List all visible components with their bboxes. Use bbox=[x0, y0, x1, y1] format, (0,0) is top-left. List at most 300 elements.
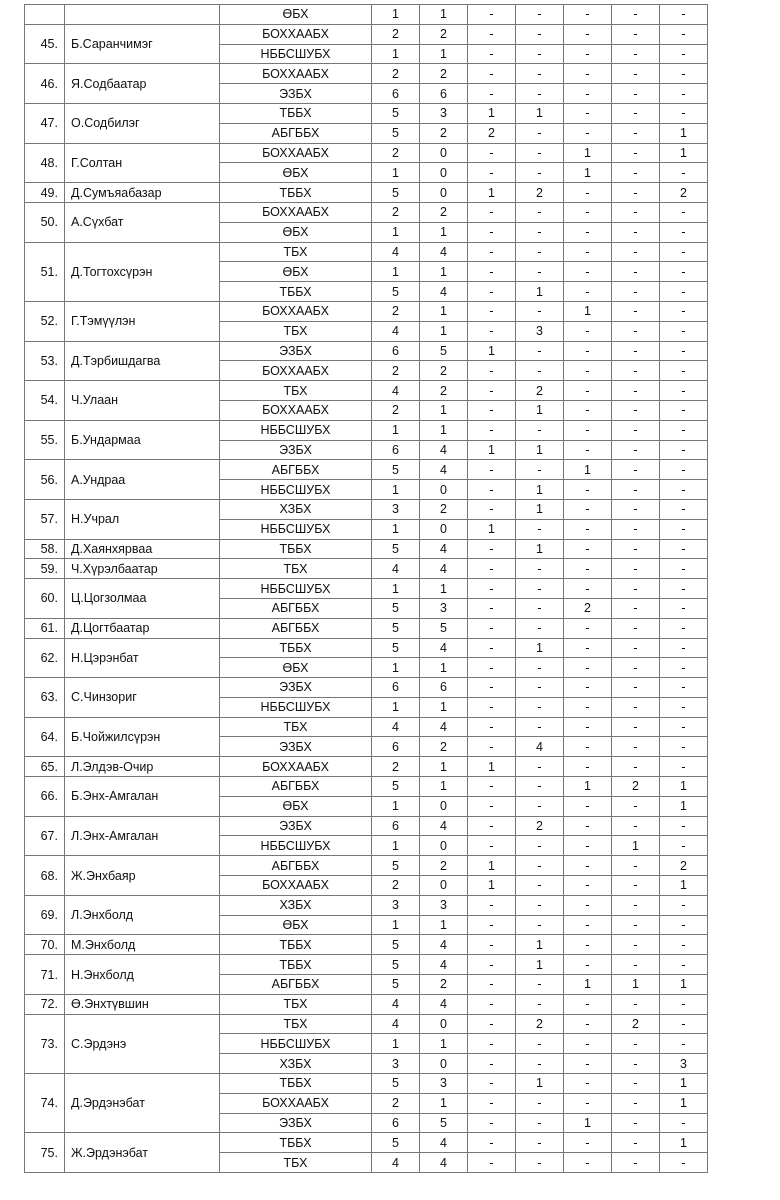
person-name: Н.Учрал bbox=[65, 499, 220, 539]
table-row bbox=[25, 935, 708, 955]
value-cell-v6: - bbox=[612, 222, 660, 242]
value-cell-v3: - bbox=[468, 1054, 516, 1074]
value-cell-v2: 3 bbox=[420, 598, 468, 618]
value-cell-v2: 4 bbox=[420, 282, 468, 302]
value-cell-v7: - bbox=[660, 1113, 708, 1133]
value-cell-v7: - bbox=[660, 480, 708, 500]
subject-code: ӨБХ bbox=[220, 262, 372, 282]
value-cell-v4: 1 bbox=[516, 103, 564, 123]
value-cell-v3: - bbox=[468, 499, 516, 519]
table-row bbox=[25, 202, 708, 222]
value-cell-v4: - bbox=[516, 361, 564, 381]
value-cell-v3: - bbox=[468, 222, 516, 242]
value-cell-v4: - bbox=[516, 84, 564, 104]
value-cell-v6: - bbox=[612, 1153, 660, 1173]
row-number: 62. bbox=[25, 638, 65, 678]
value-cell-v6: - bbox=[612, 816, 660, 836]
value-cell-v5: - bbox=[564, 24, 612, 44]
subject-code: ТБХ bbox=[220, 717, 372, 737]
value-cell-v5: - bbox=[564, 499, 612, 519]
value-cell-v4: - bbox=[516, 1034, 564, 1054]
value-cell-v6: - bbox=[612, 143, 660, 163]
value-cell-v7: - bbox=[660, 222, 708, 242]
person-name: О.Содбилэг bbox=[65, 103, 220, 143]
table-row bbox=[25, 678, 708, 698]
row-number: 59. bbox=[25, 559, 65, 579]
value-cell-v5: 1 bbox=[564, 460, 612, 480]
value-cell-v1: 1 bbox=[372, 836, 420, 856]
value-cell-v5: - bbox=[564, 1054, 612, 1074]
person-name: Д.Сумъяабазар bbox=[65, 183, 220, 203]
value-cell-v2: 4 bbox=[420, 559, 468, 579]
value-cell-v2: 4 bbox=[420, 638, 468, 658]
table-row bbox=[25, 777, 708, 797]
value-cell-v2: 1 bbox=[420, 1034, 468, 1054]
person-name: Ц.Цогзолмаа bbox=[65, 579, 220, 619]
person-name: Л.Энхболд bbox=[65, 895, 220, 935]
value-cell-v4: - bbox=[516, 1153, 564, 1173]
value-cell-v2: 1 bbox=[420, 777, 468, 797]
value-cell-v2: 1 bbox=[420, 44, 468, 64]
subject-code: ТБХ bbox=[220, 242, 372, 262]
value-cell-v6: - bbox=[612, 519, 660, 539]
value-cell-v6: - bbox=[612, 282, 660, 302]
value-cell-v5: - bbox=[564, 915, 612, 935]
subject-code: ТБХ bbox=[220, 321, 372, 341]
table-body bbox=[25, 5, 708, 1173]
value-cell-v5: - bbox=[564, 638, 612, 658]
table-row bbox=[25, 994, 708, 1014]
value-cell-v2: 0 bbox=[420, 163, 468, 183]
subject-code: АБГББХ bbox=[220, 123, 372, 143]
value-cell-v7: 1 bbox=[660, 123, 708, 143]
value-cell-v1: 6 bbox=[372, 737, 420, 757]
row-number: 49. bbox=[25, 183, 65, 203]
value-cell-v1: 1 bbox=[372, 480, 420, 500]
value-cell-v2: 4 bbox=[420, 1153, 468, 1173]
value-cell-v7: 1 bbox=[660, 1133, 708, 1153]
value-cell-v4: - bbox=[516, 1093, 564, 1113]
value-cell-v6: - bbox=[612, 658, 660, 678]
value-cell-v5: - bbox=[564, 1093, 612, 1113]
subject-code: НББСШУБХ bbox=[220, 836, 372, 856]
value-cell-v5: - bbox=[564, 539, 612, 559]
value-cell-v3: - bbox=[468, 460, 516, 480]
subject-code: БОХХААБХ bbox=[220, 24, 372, 44]
value-cell-v6: - bbox=[612, 103, 660, 123]
subject-code: ХЗБХ bbox=[220, 499, 372, 519]
value-cell-v7: - bbox=[660, 598, 708, 618]
value-cell-v2: 1 bbox=[420, 579, 468, 599]
value-cell-v1: 1 bbox=[372, 420, 420, 440]
value-cell-v1: 5 bbox=[372, 856, 420, 876]
value-cell-v6: - bbox=[612, 64, 660, 84]
value-cell-v1: 5 bbox=[372, 955, 420, 975]
value-cell-v7: - bbox=[660, 1014, 708, 1034]
value-cell-v5: - bbox=[564, 796, 612, 816]
value-cell-v3: - bbox=[468, 361, 516, 381]
value-cell-v5: - bbox=[564, 321, 612, 341]
value-cell-v5: - bbox=[564, 64, 612, 84]
value-cell-v1: 1 bbox=[372, 915, 420, 935]
value-cell-v4: - bbox=[516, 579, 564, 599]
value-cell-v2: 4 bbox=[420, 242, 468, 262]
subject-code: ТБХ bbox=[220, 1153, 372, 1173]
value-cell-v7: - bbox=[660, 658, 708, 678]
value-cell-v4: - bbox=[516, 163, 564, 183]
value-cell-v2: 5 bbox=[420, 341, 468, 361]
value-cell-v1: 2 bbox=[372, 24, 420, 44]
value-cell-v3: - bbox=[468, 678, 516, 698]
value-cell-v7: - bbox=[660, 301, 708, 321]
value-cell-v3: - bbox=[468, 975, 516, 995]
value-cell-v3: - bbox=[468, 598, 516, 618]
value-cell-v7: 1 bbox=[660, 876, 708, 896]
value-cell-v6: - bbox=[612, 895, 660, 915]
subject-code: АБГББХ bbox=[220, 460, 372, 480]
value-cell-v1: 2 bbox=[372, 1093, 420, 1113]
value-cell-v4: - bbox=[516, 895, 564, 915]
value-cell-v5: 1 bbox=[564, 975, 612, 995]
row-number: 53. bbox=[25, 341, 65, 381]
person-name: Г.Солтан bbox=[65, 143, 220, 183]
value-cell-v7: - bbox=[660, 321, 708, 341]
value-cell-v1: 5 bbox=[372, 539, 420, 559]
subject-code: ЭЗБХ bbox=[220, 1113, 372, 1133]
value-cell-v7: 1 bbox=[660, 1074, 708, 1094]
row-number: 51. bbox=[25, 242, 65, 301]
value-cell-v5: - bbox=[564, 103, 612, 123]
value-cell-v7: - bbox=[660, 1153, 708, 1173]
value-cell-v4: - bbox=[516, 242, 564, 262]
value-cell-v5: - bbox=[564, 618, 612, 638]
value-cell-v3: - bbox=[468, 836, 516, 856]
value-cell-v4: - bbox=[516, 1113, 564, 1133]
value-cell-v6: - bbox=[612, 1074, 660, 1094]
value-cell-v6: - bbox=[612, 5, 660, 25]
person-name: Н.Энхболд bbox=[65, 955, 220, 995]
row-number: 56. bbox=[25, 460, 65, 500]
person-name: Д.Тогтохсүрэн bbox=[65, 242, 220, 301]
value-cell-v5: - bbox=[564, 856, 612, 876]
value-cell-v4: - bbox=[516, 202, 564, 222]
value-cell-v5: - bbox=[564, 559, 612, 579]
value-cell-v1: 5 bbox=[372, 975, 420, 995]
value-cell-v6: - bbox=[612, 915, 660, 935]
value-cell-v1: 1 bbox=[372, 519, 420, 539]
value-cell-v2: 4 bbox=[420, 717, 468, 737]
value-cell-v5: - bbox=[564, 1074, 612, 1094]
subject-code: ТББХ bbox=[220, 282, 372, 302]
value-cell-v4: - bbox=[516, 658, 564, 678]
value-cell-v4: - bbox=[516, 717, 564, 737]
table-row bbox=[25, 895, 708, 915]
value-cell-v6: - bbox=[612, 757, 660, 777]
row-number: 47. bbox=[25, 103, 65, 143]
value-cell-v5: - bbox=[564, 202, 612, 222]
value-cell-v6: - bbox=[612, 678, 660, 698]
value-cell-v6: - bbox=[612, 440, 660, 460]
value-cell-v4: - bbox=[516, 598, 564, 618]
value-cell-v7: - bbox=[660, 400, 708, 420]
table-row bbox=[25, 1074, 708, 1094]
value-cell-v3: - bbox=[468, 915, 516, 935]
value-cell-v2: 5 bbox=[420, 1113, 468, 1133]
value-cell-v3: - bbox=[468, 658, 516, 678]
value-cell-v1: 4 bbox=[372, 1014, 420, 1034]
value-cell-v4: 2 bbox=[516, 183, 564, 203]
value-cell-v6: - bbox=[612, 935, 660, 955]
value-cell-v3: - bbox=[468, 5, 516, 25]
value-cell-v4: - bbox=[516, 519, 564, 539]
value-cell-v3: - bbox=[468, 202, 516, 222]
value-cell-v6: - bbox=[612, 84, 660, 104]
value-cell-v4: - bbox=[516, 856, 564, 876]
value-cell-v3: - bbox=[468, 935, 516, 955]
person-name: Л.Энх-Амгалан bbox=[65, 816, 220, 856]
value-cell-v4: 2 bbox=[516, 1014, 564, 1034]
value-cell-v1: 6 bbox=[372, 1113, 420, 1133]
value-cell-v1: 4 bbox=[372, 1153, 420, 1173]
value-cell-v2: 1 bbox=[420, 301, 468, 321]
value-cell-v4: - bbox=[516, 64, 564, 84]
value-cell-v2: 1 bbox=[420, 658, 468, 678]
table-row bbox=[25, 717, 708, 737]
value-cell-v5: - bbox=[564, 242, 612, 262]
value-cell-v7: 2 bbox=[660, 856, 708, 876]
value-cell-v3: 1 bbox=[468, 519, 516, 539]
subject-code: ТББХ bbox=[220, 935, 372, 955]
value-cell-v7: - bbox=[660, 915, 708, 935]
value-cell-v4: - bbox=[516, 24, 564, 44]
value-cell-v5: - bbox=[564, 361, 612, 381]
value-cell-v4: 4 bbox=[516, 737, 564, 757]
value-cell-v6: 1 bbox=[612, 836, 660, 856]
value-cell-v6: - bbox=[612, 321, 660, 341]
value-cell-v1: 5 bbox=[372, 282, 420, 302]
value-cell-v2: 1 bbox=[420, 915, 468, 935]
subject-code: БОХХААБХ bbox=[220, 301, 372, 321]
value-cell-v4: 1 bbox=[516, 440, 564, 460]
value-cell-v3: - bbox=[468, 262, 516, 282]
row-number: 74. bbox=[25, 1074, 65, 1133]
value-cell-v3: - bbox=[468, 539, 516, 559]
value-cell-v5: - bbox=[564, 222, 612, 242]
value-cell-v3: - bbox=[468, 717, 516, 737]
subject-code: ЭЗБХ bbox=[220, 678, 372, 698]
value-cell-v1: 3 bbox=[372, 895, 420, 915]
person-name: Д.Хаянхярваа bbox=[65, 539, 220, 559]
value-cell-v5: - bbox=[564, 5, 612, 25]
value-cell-v6: - bbox=[612, 1133, 660, 1153]
row-number: 69. bbox=[25, 895, 65, 935]
value-cell-v1: 4 bbox=[372, 242, 420, 262]
person-name: С.Чинзориг bbox=[65, 678, 220, 718]
value-cell-v5: - bbox=[564, 480, 612, 500]
value-cell-v5: 1 bbox=[564, 163, 612, 183]
value-cell-v2: 0 bbox=[420, 836, 468, 856]
value-cell-v5: - bbox=[564, 519, 612, 539]
value-cell-v6: - bbox=[612, 242, 660, 262]
value-cell-v6: 2 bbox=[612, 1014, 660, 1034]
value-cell-v2: 0 bbox=[420, 1014, 468, 1034]
value-cell-v5: - bbox=[564, 400, 612, 420]
table-row bbox=[25, 24, 708, 44]
value-cell-v4: 1 bbox=[516, 638, 564, 658]
subject-code: БОХХААБХ bbox=[220, 202, 372, 222]
value-cell-v5: - bbox=[564, 262, 612, 282]
value-cell-v6: - bbox=[612, 539, 660, 559]
value-cell-v2: 4 bbox=[420, 460, 468, 480]
value-cell-v3: 1 bbox=[468, 876, 516, 896]
value-cell-v1: 2 bbox=[372, 301, 420, 321]
subject-code: ТБХ bbox=[220, 1014, 372, 1034]
value-cell-v7: - bbox=[660, 262, 708, 282]
table-row bbox=[25, 460, 708, 480]
value-cell-v5: - bbox=[564, 1034, 612, 1054]
subject-code: АБГББХ bbox=[220, 975, 372, 995]
value-cell-v7: 2 bbox=[660, 183, 708, 203]
value-cell-v4: 2 bbox=[516, 381, 564, 401]
value-cell-v6: - bbox=[612, 876, 660, 896]
value-cell-v5: - bbox=[564, 84, 612, 104]
row-number: 54. bbox=[25, 381, 65, 421]
value-cell-v6: - bbox=[612, 381, 660, 401]
person-name: Б.Энх-Амгалан bbox=[65, 777, 220, 817]
value-cell-v3: - bbox=[468, 84, 516, 104]
value-cell-v3: 1 bbox=[468, 757, 516, 777]
value-cell-v3: - bbox=[468, 321, 516, 341]
value-cell-v2: 1 bbox=[420, 400, 468, 420]
value-cell-v7: - bbox=[660, 420, 708, 440]
value-cell-v4: - bbox=[516, 262, 564, 282]
row-number: 64. bbox=[25, 717, 65, 757]
table-row bbox=[25, 183, 708, 203]
value-cell-v3: - bbox=[468, 420, 516, 440]
value-cell-v7: - bbox=[660, 895, 708, 915]
value-cell-v6: 1 bbox=[612, 975, 660, 995]
value-cell-v2: 3 bbox=[420, 895, 468, 915]
value-cell-v4: - bbox=[516, 5, 564, 25]
person-name: С.Эрдэнэ bbox=[65, 1014, 220, 1073]
value-cell-v6: - bbox=[612, 44, 660, 64]
value-cell-v1: 1 bbox=[372, 697, 420, 717]
person-name: Я.Содбаатар bbox=[65, 64, 220, 104]
value-cell-v3: - bbox=[468, 1153, 516, 1173]
value-cell-v3: - bbox=[468, 638, 516, 658]
value-cell-v3: - bbox=[468, 796, 516, 816]
table-row bbox=[25, 856, 708, 876]
value-cell-v7: - bbox=[660, 638, 708, 658]
subject-code: ЭЗБХ bbox=[220, 440, 372, 460]
value-cell-v5: - bbox=[564, 935, 612, 955]
subject-code: ТББХ bbox=[220, 103, 372, 123]
value-cell-v6: - bbox=[612, 559, 660, 579]
subject-code: БОХХААБХ bbox=[220, 64, 372, 84]
value-cell-v6: - bbox=[612, 1113, 660, 1133]
value-cell-v1: 1 bbox=[372, 658, 420, 678]
value-cell-v7: 3 bbox=[660, 1054, 708, 1074]
value-cell-v7: - bbox=[660, 717, 708, 737]
value-cell-v5: - bbox=[564, 717, 612, 737]
value-cell-v1: 2 bbox=[372, 64, 420, 84]
person-name bbox=[65, 5, 220, 25]
value-cell-v4: - bbox=[516, 836, 564, 856]
value-cell-v1: 2 bbox=[372, 757, 420, 777]
value-cell-v7: - bbox=[660, 341, 708, 361]
subject-code: ТББХ bbox=[220, 539, 372, 559]
value-cell-v7: - bbox=[660, 1034, 708, 1054]
value-cell-v2: 2 bbox=[420, 499, 468, 519]
value-cell-v7: - bbox=[660, 559, 708, 579]
subject-code: ЭЗБХ bbox=[220, 84, 372, 104]
value-cell-v3: - bbox=[468, 301, 516, 321]
value-cell-v5: - bbox=[564, 420, 612, 440]
value-cell-v6: - bbox=[612, 163, 660, 183]
value-cell-v4: 1 bbox=[516, 480, 564, 500]
value-cell-v5: - bbox=[564, 955, 612, 975]
value-cell-v6: - bbox=[612, 400, 660, 420]
value-cell-v2: 2 bbox=[420, 64, 468, 84]
value-cell-v3: - bbox=[468, 1034, 516, 1054]
value-cell-v5: - bbox=[564, 737, 612, 757]
value-cell-v7: - bbox=[660, 757, 708, 777]
value-cell-v7: 1 bbox=[660, 796, 708, 816]
table-row bbox=[25, 341, 708, 361]
value-cell-v1: 6 bbox=[372, 341, 420, 361]
value-cell-v2: 0 bbox=[420, 796, 468, 816]
value-cell-v3: - bbox=[468, 1014, 516, 1034]
value-cell-v6: - bbox=[612, 480, 660, 500]
person-name: Д.Тэрбишдагва bbox=[65, 341, 220, 381]
value-cell-v1: 4 bbox=[372, 717, 420, 737]
value-cell-v5: 1 bbox=[564, 301, 612, 321]
person-name: Ө.Энхтүвшин bbox=[65, 994, 220, 1014]
value-cell-v5: - bbox=[564, 994, 612, 1014]
value-cell-v5: - bbox=[564, 876, 612, 896]
value-cell-v1: 1 bbox=[372, 222, 420, 242]
subject-code: ТББХ bbox=[220, 183, 372, 203]
value-cell-v6: - bbox=[612, 638, 660, 658]
value-cell-v7: - bbox=[660, 242, 708, 262]
value-cell-v3: - bbox=[468, 994, 516, 1014]
row-number: 66. bbox=[25, 777, 65, 817]
value-cell-v6: - bbox=[612, 341, 660, 361]
person-name: А.Ундраа bbox=[65, 460, 220, 500]
value-cell-v2: 1 bbox=[420, 321, 468, 341]
table-row bbox=[25, 1133, 708, 1153]
value-cell-v7: - bbox=[660, 994, 708, 1014]
value-cell-v6: - bbox=[612, 420, 660, 440]
value-cell-v3: - bbox=[468, 163, 516, 183]
value-cell-v6: - bbox=[612, 856, 660, 876]
subject-code: АБГББХ bbox=[220, 856, 372, 876]
table-row bbox=[25, 5, 708, 25]
subject-code: ТБХ bbox=[220, 559, 372, 579]
value-cell-v6: - bbox=[612, 618, 660, 638]
person-name: Ж.Эрдэнэбат bbox=[65, 1133, 220, 1173]
value-cell-v4: 3 bbox=[516, 321, 564, 341]
row-number: 57. bbox=[25, 499, 65, 539]
value-cell-v1: 1 bbox=[372, 579, 420, 599]
value-cell-v5: - bbox=[564, 44, 612, 64]
value-cell-v4: - bbox=[516, 1054, 564, 1074]
value-cell-v5: - bbox=[564, 836, 612, 856]
value-cell-v4: - bbox=[516, 301, 564, 321]
subject-code: БОХХААБХ bbox=[220, 757, 372, 777]
value-cell-v1: 5 bbox=[372, 183, 420, 203]
value-cell-v1: 1 bbox=[372, 1034, 420, 1054]
